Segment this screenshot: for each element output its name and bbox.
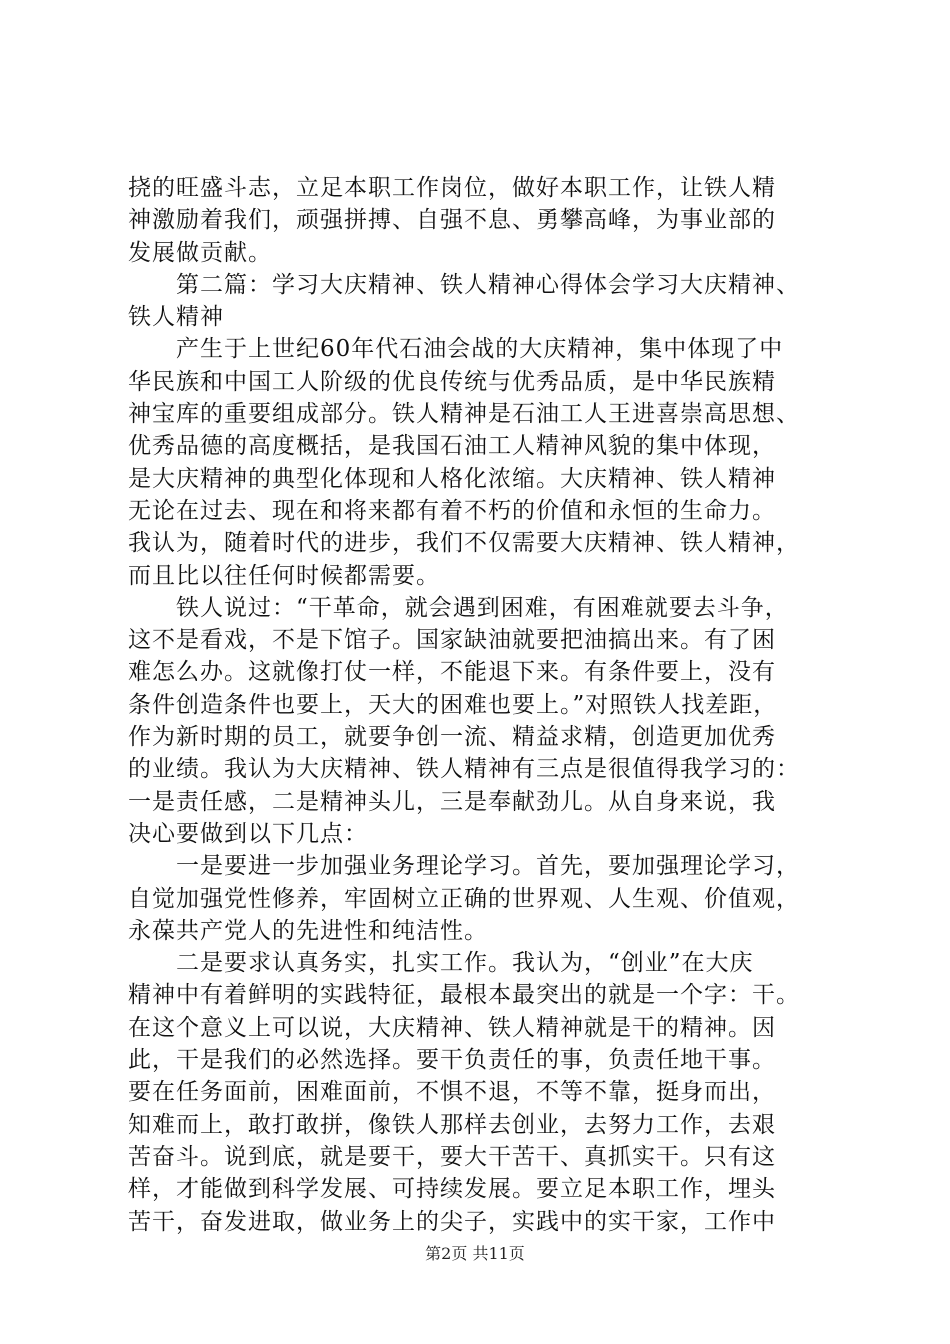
- text-line: 华民族和中国工人阶级的优良传统与优秀品质，是中华民族精: [128, 368, 776, 395]
- document-body: [128, 172, 833, 1238]
- text-line: 一是责任感，二是精神头儿，三是奉献劲儿。从自身来说，我: [128, 788, 776, 815]
- page-number-label: 第2页 共11页: [425, 1244, 525, 1263]
- text-line: 这不是看戏，不是下馆子。国家缺油就要把油搞出来。有了困: [128, 627, 776, 654]
- text-line: 发展做贡献。: [128, 239, 272, 266]
- text-line: 我认为，随着时代的进步，我们不仅需要大庆精神、铁人精神，: [128, 530, 800, 557]
- text-line: 要在任务面前，困难面前，不惧不退，不等不靠，挺身而出，: [128, 1079, 776, 1106]
- text-line: 无论在过去、现在和将来都有着不朽的价值和永恒的生命力。: [128, 497, 776, 524]
- text-line: 神宝库的重要组成部分。铁人精神是石油工人王进喜崇高思想、: [128, 401, 800, 428]
- text-line: 二是要求认真务实，扎实工作。我认为，“创业”在大庆: [128, 950, 754, 977]
- text-line: 神激励着我们，顽强拼搏、自强不息、勇攀高峰，为事业部的: [128, 207, 776, 234]
- section-heading-line: 铁人精神: [128, 304, 224, 331]
- text-line: 苦干，奋发进取，做业务上的尖子，实践中的实干家，工作中: [128, 1208, 776, 1235]
- text-line: 样，才能做到科学发展、可持续发展。要立足本职工作，埋头: [128, 1176, 776, 1203]
- text-line: 在这个意义上可以说，大庆精神、铁人精神就是干的精神。因: [128, 1014, 776, 1041]
- text-line: 精神中有着鲜明的实践特征，最根本最突出的就是一个字：干。: [128, 982, 800, 1009]
- text-line: 自觉加强党性修养，牢固树立正确的世界观、人生观、价值观，: [128, 885, 800, 912]
- text-line: 优秀品德的高度概括，是我国石油工人精神风貌的集中体现，: [128, 433, 776, 460]
- text-line: 此，干是我们的必然选择。要干负责任的事，负责任地干事。: [128, 1047, 776, 1074]
- text-line: 难怎么办。这就像打仗一样，不能退下来。有条件要上，没有: [128, 659, 776, 686]
- text-line: 而且比以往任何时候都需要。: [128, 562, 440, 589]
- text-line: 永葆共产党人的先进性和纯洁性。: [128, 917, 488, 944]
- text-line: 一是要进一步加强业务理论学习。首先，要加强理论学习，: [128, 853, 800, 880]
- text-line: 产生于上世纪60年代石油会战的大庆精神，集中体现了中: [128, 336, 784, 363]
- text-line: 作为新时期的员工，就要争创一流、精益求精，创造更加优秀: [128, 724, 776, 751]
- section-heading-line: 第二篇：学习大庆精神、铁人精神心得体会学习大庆精神、: [128, 271, 800, 298]
- text-line: 铁人说过：“干革命，就会遇到困难，有困难就要去斗争，: [128, 594, 789, 621]
- text-line: 决心要做到以下几点：: [128, 820, 368, 847]
- text-line: 条件创造条件也要上，天大的困难也要上。”对照铁人找差距，: [128, 691, 778, 718]
- page-footer: [0, 1243, 950, 1265]
- text-line: 挠的旺盛斗志，立足本职工作岗位，做好本职工作，让铁人精: [128, 175, 776, 201]
- text-line: 的业绩。我认为大庆精神、铁人精神有三点是很值得我学习的：: [128, 756, 800, 783]
- text-line: 是大庆精神的典型化体现和人格化浓缩。大庆精神、铁人精神: [128, 465, 776, 492]
- text-line: 知难而上，敢打敢拼，像铁人那样去创业，去努力工作，去艰: [128, 1111, 776, 1138]
- text-line: 苦奋斗。说到底，就是要干，要大干苦干、真抓实干。只有这: [128, 1143, 776, 1170]
